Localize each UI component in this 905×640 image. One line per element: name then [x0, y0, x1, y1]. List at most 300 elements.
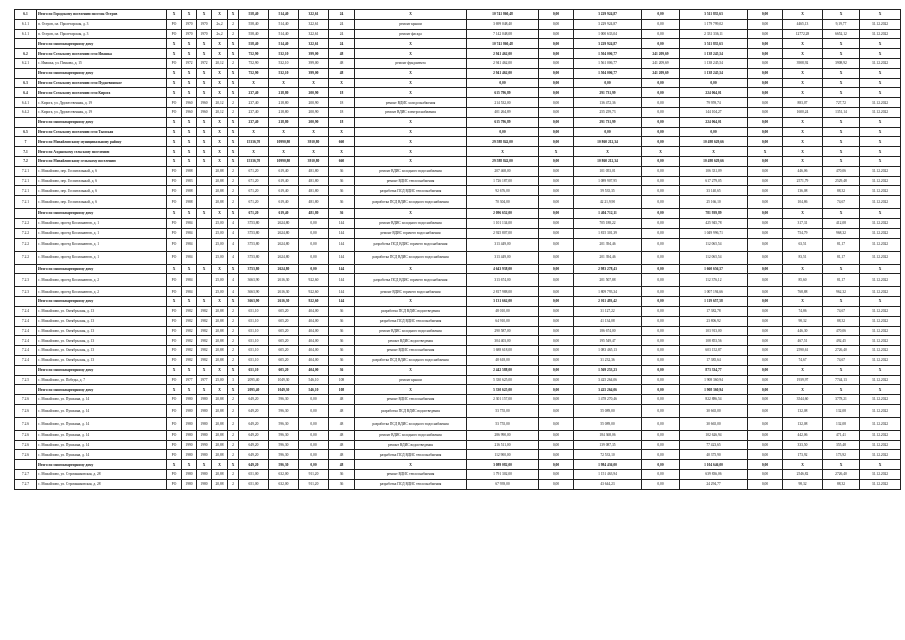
table-cell: ремонт ВДИС горячего водоснабжения: [355, 287, 467, 297]
table-cell: 0,00: [642, 385, 680, 395]
table-cell: 98,32: [783, 479, 823, 489]
table-cell: 2546,82: [783, 470, 823, 480]
table-cell: X: [539, 147, 574, 157]
table-cell: 1 101 134,00: [467, 218, 539, 228]
capital-repair-table: [14, 9, 901, 490]
table-cell: X: [355, 10, 467, 20]
table-cell: 1988: [182, 196, 197, 209]
table-cell: 0,00: [642, 251, 680, 264]
table-cell: 1600,24: [783, 107, 823, 117]
table-cell: 0,00: [748, 98, 783, 108]
table-cell: 922,60: [299, 274, 329, 287]
table-cell: 41 134,08: [574, 316, 642, 326]
table-cell: 48: [329, 440, 355, 450]
table-cell: 492,45: [823, 336, 860, 346]
table-cell: 2: [228, 440, 239, 450]
table-cell: 7.2.1: [15, 196, 37, 209]
table-cell: 2624,80: [269, 238, 299, 251]
table-cell: 0,00: [539, 176, 574, 186]
table-cell: 0,00: [539, 287, 574, 297]
table-cell: РО: [167, 186, 182, 196]
table-cell: 651,10: [239, 355, 269, 365]
table-cell: 1980: [182, 479, 197, 489]
table-cell: 144: [329, 297, 355, 307]
table-cell: РО: [167, 196, 182, 209]
table-cell: X: [860, 137, 901, 147]
table-cell: X: [212, 49, 228, 59]
table-cell: с. Михайлово, ул. Октябрьская, д. 13: [37, 306, 167, 316]
table-cell: 0,00: [748, 117, 783, 127]
table-cell: X: [182, 78, 197, 88]
table-cell: X: [197, 88, 212, 98]
table-cell: 619,40: [269, 166, 299, 176]
table-cell: 922,60: [299, 297, 329, 307]
table-cell: 0,00: [299, 251, 329, 264]
table-cell: 649,20: [239, 404, 269, 417]
table-cell: X: [167, 460, 182, 470]
table-cell: X: [467, 147, 539, 157]
table-cell: 0,00: [748, 346, 783, 356]
table-cell: 2 925 807,00: [467, 228, 539, 238]
table-cell: 2: [228, 196, 239, 209]
table-cell: 0,00: [642, 39, 680, 49]
table-cell: X: [167, 385, 182, 395]
table-row: [15, 218, 901, 228]
table-cell: 1 908 360,94: [680, 385, 748, 395]
table-cell: X: [167, 39, 182, 49]
table-cell: 136 472,36: [574, 98, 642, 108]
table-cell: 0,00: [642, 98, 680, 108]
table-cell: 81,17: [823, 238, 860, 251]
table-cell: 0,00: [539, 156, 574, 166]
table-cell: 241 209,69: [642, 49, 680, 59]
table-cell: ремонт фасада: [355, 29, 467, 39]
table-cell: 0,00: [539, 336, 574, 346]
table-cell: 2х,2: [212, 19, 228, 29]
table-cell: 2 941 462,00: [467, 68, 539, 78]
table-cell: 649,20: [239, 440, 269, 450]
table-cell: 615 796,89: [467, 88, 539, 98]
subtotal-row: [15, 209, 901, 219]
table-cell: 36: [329, 196, 355, 209]
table-cell: 17 382,78: [680, 306, 748, 316]
table-cell: 605,20: [269, 355, 299, 365]
table-cell: 3910,80: [299, 137, 329, 147]
subtotal-row: [15, 127, 901, 137]
table-cell: X: [212, 137, 228, 147]
table-cell: 24: [329, 19, 355, 29]
table-cell: 7.2: [15, 156, 37, 166]
table-cell: 53 755,00: [467, 417, 539, 430]
table-cell: 0,00: [748, 196, 783, 209]
table-cell: 48: [329, 404, 355, 417]
table-cell: 1980: [197, 470, 212, 480]
table-cell: 1960: [197, 98, 212, 108]
table-cell: 705 188,22: [574, 218, 642, 228]
table-cell: 1984: [182, 228, 197, 238]
table-cell: 1 049 996,71: [680, 228, 748, 238]
table-cell: 649,20: [239, 450, 269, 460]
table-cell: 0,00: [539, 385, 574, 395]
table-cell: с. Кирога, ул. Дружественная, д. 19: [37, 107, 167, 117]
table-cell: X: [228, 117, 239, 127]
table-cell: 617 279,05: [680, 176, 748, 186]
table-cell: 596,30: [269, 460, 299, 470]
table-cell: 0,00: [748, 209, 783, 219]
table-cell: 144: [329, 238, 355, 251]
table-cell: 0,00: [539, 58, 574, 68]
table-cell: 481,80: [299, 209, 329, 219]
table-cell: 31 127,22: [574, 306, 642, 316]
table-cell: X: [823, 68, 860, 78]
table-cell: 25,00: [212, 287, 228, 297]
table-cell: [197, 251, 212, 264]
table-cell: 7.2.4: [15, 336, 37, 346]
table-cell: 0,00: [642, 29, 680, 39]
table-cell: 1939,97: [783, 375, 823, 385]
table-cell: 0,00: [539, 251, 574, 264]
table-cell: 7.2.1: [15, 176, 37, 186]
table-row: [15, 375, 901, 385]
table-cell: РО: [167, 479, 182, 489]
table-cell: 186 674,00: [574, 326, 642, 336]
table-cell: X: [355, 209, 467, 219]
table-cell: 0,00: [539, 186, 574, 196]
subtotal-row: [15, 365, 901, 375]
table-cell: РО: [167, 430, 182, 440]
table-row: [15, 336, 901, 346]
table-cell: 922,60: [299, 287, 329, 297]
table-cell: 20,88: [212, 450, 228, 460]
table-cell: 48: [329, 460, 355, 470]
table-cell: 2: [228, 19, 239, 29]
table-row: [15, 274, 901, 287]
table-cell: 404,00: [299, 365, 329, 375]
table-cell: 36: [329, 355, 355, 365]
table-cell: 2: [228, 417, 239, 430]
table-cell: 15336,70: [239, 156, 269, 166]
table-row: [15, 287, 901, 297]
table-cell: ремонт ВДИС холодного водоснабжения: [355, 326, 467, 336]
table-cell: [197, 196, 212, 209]
table-cell: 596,30: [269, 395, 299, 405]
table-cell: 2726,40: [823, 470, 860, 480]
table-cell: X: [228, 156, 239, 166]
table-cell: 0,00: [748, 316, 783, 326]
table-cell: 74,67: [823, 196, 860, 209]
table-cell: X: [212, 10, 228, 20]
table-cell: X: [860, 78, 901, 88]
table-cell: X: [860, 156, 901, 166]
table-cell: 0,00: [748, 297, 783, 307]
table-cell: 605,20: [269, 365, 299, 375]
table-cell: 10 498 629,66: [680, 137, 748, 147]
table-cell: 0,00: [642, 10, 680, 20]
table-cell: 7.2.1: [15, 166, 37, 176]
table-cell: 2624,80: [269, 228, 299, 238]
table-cell: 0,00: [539, 274, 574, 287]
table-cell: 619,40: [269, 196, 299, 209]
table-cell: X: [182, 39, 197, 49]
table-cell: 0,00: [642, 417, 680, 430]
table-cell: 1980: [182, 470, 197, 480]
table-cell: 0,00: [642, 117, 680, 127]
table-cell: X: [269, 147, 299, 157]
table-cell: 1984: [182, 238, 197, 251]
table-cell: X: [228, 365, 239, 375]
table-cell: 0,00: [539, 19, 574, 29]
table-cell: 2095,40: [239, 385, 269, 395]
table-cell: 3 425 264,06: [574, 385, 642, 395]
table-cell: 754,79: [783, 228, 823, 238]
table-cell: 3908,92: [783, 58, 823, 68]
table-cell: 112 376,12: [680, 274, 748, 287]
table-cell: 0,00: [642, 450, 680, 460]
table-cell: 596,30: [269, 450, 299, 460]
table-cell: 0,00: [748, 218, 783, 228]
table-cell: 241 209,69: [642, 68, 680, 78]
table-cell: 1980: [197, 479, 212, 489]
table-cell: 0,00: [539, 440, 574, 450]
table-cell: 85,60: [783, 274, 823, 287]
table-cell: 0,00: [748, 29, 783, 39]
table-row: [15, 404, 901, 417]
table-cell: 20,88: [212, 355, 228, 365]
table-cell: 106 331,09: [680, 166, 748, 176]
table-cell: 20,88: [212, 395, 228, 405]
table-cell: X: [823, 88, 860, 98]
table-cell: 399,00: [299, 49, 329, 59]
table-cell: X: [823, 209, 860, 219]
table-cell: X: [329, 78, 355, 88]
table-cell: 1 726 187,00: [467, 176, 539, 186]
table-cell: разработка ПСД ВДИС теплоснабжения: [355, 479, 467, 489]
table-cell: 0,00: [748, 395, 783, 405]
table-cell: X: [167, 137, 182, 147]
table-cell: 1972: [197, 58, 212, 68]
table-cell: X: [783, 209, 823, 219]
table-cell: X: [239, 78, 269, 88]
table-cell: X: [182, 88, 197, 98]
table-cell: 514,40: [269, 19, 299, 29]
table-cell: 25,00: [212, 228, 228, 238]
table-cell: X: [212, 88, 228, 98]
table-cell: 1980: [182, 404, 197, 417]
table-cell: 0,00: [539, 264, 574, 274]
table-cell: X: [860, 39, 901, 49]
table-cell: разработка ПСД ВДИС холодного водоснабжения: [355, 417, 467, 430]
table-cell: 7744,13: [823, 375, 860, 385]
table-cell: X: [355, 156, 467, 166]
table-cell: ремонт крыши: [355, 19, 467, 29]
table-cell: 0,00: [642, 156, 680, 166]
table-cell: 532,10: [269, 68, 299, 78]
table-cell: 1982: [197, 306, 212, 316]
table-cell: X: [823, 127, 860, 137]
table-cell: 0,00: [642, 274, 680, 287]
table-cell: 0,00: [748, 306, 783, 316]
table-cell: РО: [167, 440, 182, 450]
table-cell: 0,00: [642, 355, 680, 365]
table-cell: 0,00: [299, 404, 329, 417]
table-cell: X: [197, 209, 212, 219]
table-cell: X: [182, 385, 197, 395]
table-cell: 0,00: [539, 78, 574, 88]
table-cell: 322,61: [299, 19, 329, 29]
table-cell: 2624,80: [269, 251, 299, 264]
table-cell: X: [680, 147, 748, 157]
table-cell: 20,88: [212, 404, 228, 417]
table-cell: с. Михайлово, ул. Октябрьская, д. 13: [37, 355, 167, 365]
table-cell: разработка ПСД ВДИС теплоснабжения: [355, 186, 467, 196]
table-cell: 6.1: [15, 10, 37, 20]
table-cell: 649,20: [239, 417, 269, 430]
table-cell: 7.2.6: [15, 430, 37, 440]
table-cell: X: [197, 156, 212, 166]
table-cell: 605,20: [269, 316, 299, 326]
table-cell: РО: [167, 450, 182, 460]
table-cell: [15, 117, 37, 127]
table-cell: 42 21,9,90: [574, 196, 642, 209]
table-cell: 1984: [182, 274, 197, 287]
table-cell: 214 532,00: [467, 98, 539, 108]
table-cell: 3 511 835,63: [680, 10, 748, 20]
table-cell: с. Михайлово, ул. Стромынковская, д. 28: [37, 479, 167, 489]
table-cell: 7.2.4: [15, 326, 37, 336]
table-cell: РО: [167, 395, 182, 405]
table-cell: 237,40: [239, 98, 269, 108]
table-cell: 1982: [182, 346, 197, 356]
table-cell: 0,00: [748, 450, 783, 460]
table-cell: 4: [228, 251, 239, 264]
table-cell: X: [783, 460, 823, 470]
table-cell: 0,00: [299, 228, 329, 238]
table-cell: 1 404 712,11: [574, 209, 642, 219]
table-cell: 1970: [197, 19, 212, 29]
table-cell: X: [212, 147, 228, 157]
table-cell: разработка ПСД ВДИС теплоснабжения: [355, 450, 467, 460]
table-cell: 1990: [197, 440, 212, 450]
table-cell: 0,00: [748, 176, 783, 186]
table-cell: 7.1: [15, 147, 37, 157]
table-row: [15, 346, 901, 356]
table-cell: 514,40: [269, 29, 299, 39]
subtotal-row: [15, 137, 901, 147]
table-cell: X: [823, 147, 860, 157]
table-cell: с. Кирога, ул. Дружественная, д. 19: [37, 98, 167, 108]
table-cell: 2: [228, 395, 239, 405]
table-cell: 7 142 048,08: [467, 29, 539, 39]
table-cell: 3: [228, 375, 239, 385]
table-cell: 0,00: [299, 440, 329, 450]
table-cell: 651,10: [239, 365, 269, 375]
table-cell: X: [212, 460, 228, 470]
table-cell: РО: [167, 375, 182, 385]
table-cell: 0,00: [642, 479, 680, 489]
table-cell: [197, 176, 212, 186]
table-cell: 322,61: [299, 29, 329, 39]
table-cell: Итого по многоквартирному дому: [37, 117, 167, 127]
table-cell: 36: [329, 479, 355, 489]
table-cell: 29 588 842,00: [467, 137, 539, 147]
table-cell: 605,20: [269, 306, 299, 316]
table-cell: 0,00: [748, 49, 783, 59]
table-cell: 0,00: [748, 39, 783, 49]
table-cell: X: [212, 264, 228, 274]
table-cell: 1980: [182, 395, 197, 405]
table-cell: X: [783, 297, 823, 307]
table-row: [15, 58, 901, 68]
table-cell: 1351,14: [823, 107, 860, 117]
table-cell: 0,00: [642, 365, 680, 375]
table-cell: X: [574, 147, 642, 157]
table-cell: 31.12.2022: [860, 274, 901, 287]
table-cell: 20,88: [212, 166, 228, 176]
table-cell: 0,00: [539, 375, 574, 385]
table-row: [15, 430, 901, 440]
table-cell: РО: [167, 287, 182, 297]
table-cell: 0,00: [748, 404, 783, 417]
table-cell: 17 385,64: [680, 355, 748, 365]
table-cell: разработка ПСД ВДИС горячего водоснабжения: [355, 238, 467, 251]
table-cell: ремонт ВДИС электроснабжения: [355, 107, 467, 117]
table-cell: 1988: [182, 186, 197, 196]
table-cell: 0,00: [680, 127, 748, 137]
table-cell: с. Михайлово, проезд Космонавтов, д. 1: [37, 251, 167, 264]
table-cell: 0,00: [642, 346, 680, 356]
table-cell: 55 089,00: [574, 417, 642, 430]
table-cell: 399,00: [299, 68, 329, 78]
table-cell: 442,06: [783, 430, 823, 440]
table-cell: 0,00: [539, 209, 574, 219]
table-cell: 768,88: [783, 287, 823, 297]
table-cell: X: [299, 147, 329, 157]
table-cell: 470,06: [823, 326, 860, 336]
table-cell: 18: [329, 98, 355, 108]
table-cell: X: [167, 147, 182, 157]
table-cell: 200,90: [299, 107, 329, 117]
table-cell: 0,00: [539, 88, 574, 98]
table-cell: 3544,60: [783, 395, 823, 405]
table-cell: Итого по многоквартирному дому: [37, 460, 167, 470]
table-cell: 425 945,78: [680, 218, 748, 228]
table-cell: 237,40: [239, 88, 269, 98]
table-cell: 471,41: [823, 430, 860, 440]
table-cell: 333,50: [783, 440, 823, 450]
table-cell: 7.2.6: [15, 440, 37, 450]
table-cell: X: [228, 137, 239, 147]
table-cell: X: [783, 49, 823, 59]
table-cell: 2095,40: [239, 375, 269, 385]
table-cell: 241 209,69: [642, 58, 680, 68]
table-cell: 671,20: [239, 209, 269, 219]
table-cell: 10990,80: [269, 137, 299, 147]
table-cell: Итого по многоквартирному дому: [37, 264, 167, 274]
table-cell: 1982: [197, 346, 212, 356]
table-cell: 0,00: [748, 186, 783, 196]
table-cell: 0,00: [642, 238, 680, 251]
table-cell: 15336,70: [239, 137, 269, 147]
table-cell: 0,00: [748, 417, 783, 430]
table-cell: 2: [228, 176, 239, 186]
table-cell: 200,90: [299, 88, 329, 98]
subtotal-row: [15, 156, 901, 166]
table-cell: X: [167, 10, 182, 20]
table-cell: 7.2.4: [15, 316, 37, 326]
subtotal-row: [15, 460, 901, 470]
table-cell: 1980: [197, 430, 212, 440]
table-cell: 752,90: [239, 49, 269, 59]
